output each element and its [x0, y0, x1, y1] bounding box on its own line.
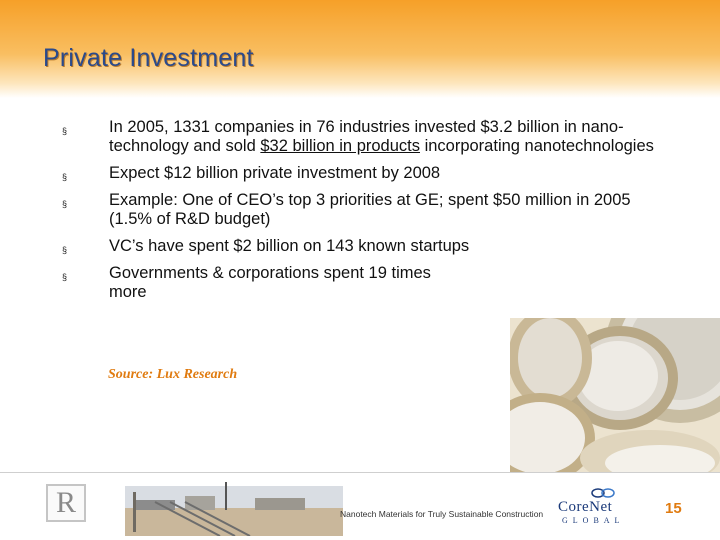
corenet-global-logo [558, 486, 640, 526]
bullet-marker: § [62, 172, 68, 182]
footer-divider [0, 472, 720, 473]
bullet-item [62, 164, 662, 183]
construction-site-photo [125, 478, 343, 536]
corenet-wordmark: CoreNet [558, 499, 613, 515]
bullet-text-start: In 2005, 1331 companies in 76 industries invested $3.2 billion in nano-technology and sold [109, 118, 624, 155]
bullet-text: Expect $12 billion private investment by 2008 [109, 164, 441, 182]
corenet-global-text: GLOBAL [562, 516, 625, 525]
page-number: 15 [665, 500, 682, 517]
bullet-marker: § [62, 199, 68, 209]
underlined-text: $32 billion in products [260, 137, 420, 155]
source-citation: Source: Lux Research [108, 367, 238, 382]
slide-title: Private Investment [43, 44, 254, 72]
r-logo: R [46, 484, 86, 522]
bullet-text: VC’s have spent $2 billion on 143 known startups [109, 237, 470, 255]
bullet-text: Governments & corporations spent 19 times more [109, 264, 431, 301]
bullet-item [62, 237, 662, 256]
bullet-item [62, 191, 662, 229]
bullet-item [62, 118, 662, 156]
bullet-marker: § [62, 126, 68, 136]
bullet-marker: § [62, 245, 68, 255]
paint-cans-photo [510, 318, 720, 472]
footer-caption: Nanotech Materials for Truly Sustainable Construction [340, 509, 544, 519]
bullet-list [62, 118, 662, 310]
bullet-marker: § [62, 272, 68, 282]
bullet-text-end: incorporating nanotechnologies [419, 137, 654, 155]
bullet-text: Example: One of CEO’s top 3 priorities at GE; spent $50 million in 2005 (1.5% of R&D budget) [109, 191, 631, 228]
bullet-item [62, 264, 439, 302]
